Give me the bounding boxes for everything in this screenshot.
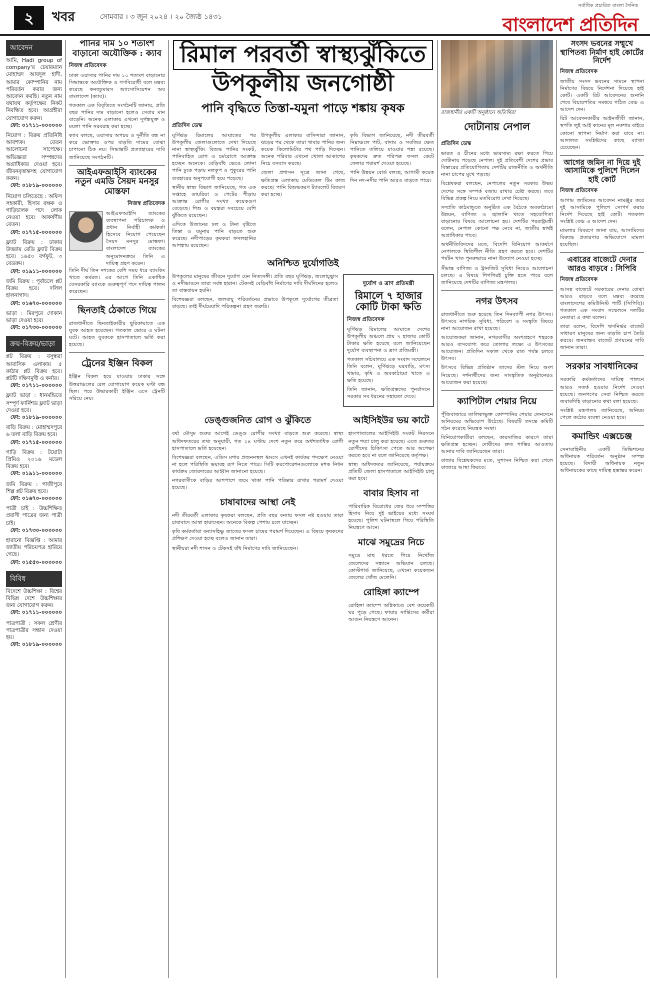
lead-sub-body: উপকূলের মানুষের জীবনে দুর্যোগ যেন নিত্যসঙ্গী। প্রতি বছর ঘূর্ণিঝড়, জলোচ্ছ্বাস ও নদীভাঙনে তারা সর্বস্ব হারান। টেকসই বেড়িবাঁধ নির্মাণের দাবি দীর্ঘদিনের হলেও তা বাস্তবায়ন হয়নি। বিশেষজ্ঞরা বলছেন, জলবায়ু পরিবর্তনের প্রভাবে উপকূলে দুর্যোগের তীব্রতা বাড়ছে। তাই দীর্ঘমেয়াদি পরিকল্পনা গ্রহণ জরুরি। — [172, 273, 338, 310]
classified-item: বাড়ি বিক্রয় : মোহাম্মদপুরে ৬ তলা বাড়ি বিক্রয় হবে। ফো: ০১৭১৫-০০০০০০ — [6, 425, 62, 446]
lower-block — [172, 410, 434, 624]
divider — [69, 299, 165, 300]
classified-item: জমি বিক্রয় : পূর্বাচলে প্লট বিক্রয় হবে। দলিল হালনাগাদ। ফো: ০১৬৭০-০০০০০০ — [6, 278, 62, 307]
lead-headline-line2: উপকূলীয় জনগোষ্ঠী — [212, 70, 394, 97]
event-photo — [441, 40, 553, 108]
budget-byline: নিজস্ব প্রতিবেদক — [560, 276, 598, 283]
capital-body: পুঁজিবাজারে তালিকাভুক্ত কোম্পানির শেয়ার লেনদেনে অনিয়মের অভিযোগ উঠেছে। বিষয়টি তদন্তে কমিটি গঠন করেছে নিয়ন্ত্রক সংস্থা। বিনিয়োগকারীরা বলছেন, কারসাজির কারণে তারা ক্ষতিগ্রস্ত হচ্ছেন। দোষীদের দ্রুত শাস্তির আওতায় আনার দাবি জানিয়েছেন তারা। বাজার বিশ্লেষকদের মতে, সুশাসন নিশ্চিত করা গেলে বাজারে আস্থা ফিরবে। — [441, 411, 553, 472]
classified-item: নিয়োগ : বিক্রয় প্রতিনিধি আবশ্যক। বেতন আলোচনা সাপেক্ষে। অভিজ্ঞতা সম্পন্নদের অগ্রাধিকার দেওয়া হবে। জীবনবৃত্তান্তসহ যোগাযোগ করুন। ফো: ০১৮১৯-০০০০০০ — [6, 133, 62, 190]
cab-byline: নিজস্ব প্রতিবেদক — [69, 62, 107, 69]
classified-item: আমি, Hadi group of company'র চেয়ারম্যান মোহাম্মদ আবদুল হাদী, আমার কোম্পানির নাম পরিবর্তন করার জন্য আবেদন করছি। নতুন নাম যথাযথ কর্তৃপক্ষের নিকট নিবন্ধিত হবে। আগ্রহীরা যোগাযোগ করুন। ফো: ০১৭১১-০০০০০০ — [6, 58, 62, 129]
ific-headline: আইএফআইসি ব্যাংকের নতুন এমডি সৈয়দ মনসুর মোস্তফা — [75, 167, 159, 198]
disaster-byline: নিজস্ব প্রতিবেদক — [347, 316, 385, 323]
lead-sub-columns — [172, 274, 434, 408]
classified-head-3: বিবিধ — [6, 571, 62, 587]
disaster-headline: রিমালে ৭ হাজার কোটি টাকা ক্ষতি — [354, 290, 423, 313]
brand-tagline: সর্বাধিক প্রচারিত বাংলা দৈনিক — [578, 3, 638, 9]
divider — [441, 290, 553, 291]
classified-head-1: আবেদন — [6, 40, 62, 56]
classified-item: জমি বিক্রয় : গাজীপুরে শিল্প প্লট বিক্রয় হবে। ফো: ০১৬৭০-০০০০০০ — [6, 481, 62, 502]
portrait-photo — [69, 211, 103, 251]
classified-item: গাড়ি বিক্রয় : টয়োটা প্রিমিও ২০১৬ মডেল বিক্রয় হবে। ফো: ০১৯১১-০০০০০০ — [6, 449, 62, 478]
page-number: ২ — [14, 6, 44, 30]
lead-columns — [172, 133, 434, 253]
brand-name: বাংলাদেশ প্রতিদিন — [502, 14, 638, 36]
disaster-kicker: দুর্যোগ ও ত্রাণ প্রতিমন্ত্রী — [362, 280, 415, 287]
cab-headline: পানির দাম ১০ শতাংশ বাড়ানো অযৌক্তিক : ক্যাব — [72, 40, 162, 59]
city-headline: নগর উৎসব — [475, 296, 519, 307]
ific-story — [69, 211, 165, 268]
sea-body: সমুদ্রে মাছ ধরতে গিয়ে নিখোঁজ জেলেদের সন্ধানে অভিযান চলছে। কোস্টগার্ড জানিয়েছে, এখনো কয়েকজন জেলের খোঁজ মেলেনি। — [348, 553, 434, 581]
crops-headline: চাষাবাদের আস্থা নেই — [220, 498, 296, 509]
classified-item: নিয়োগ চলিতেছে : অফিস সহকারী, হিসাব রক্ষক ও গাড়িচালক পদে লোক নেওয়া হবে। আকর্ষণীয় বেতন। ফো: ০১৭১৫-০০০০০০ — [6, 193, 62, 236]
divider — [441, 390, 553, 391]
command-headline: কমান্ডিং এক্সচেঞ্জ — [571, 432, 633, 442]
train-headline: ট্রেনের ইঞ্জিন বিকল — [81, 359, 153, 370]
classified-item: পাত্রী চাই : উচ্চশিক্ষিত প্রবাসী পাত্রের জন্য পাত্রী চাই। ফো: ০১৭৩০-০০০০০০ — [6, 506, 62, 534]
lead-headline — [172, 40, 434, 98]
column-rule — [556, 40, 557, 978]
divider — [69, 352, 165, 353]
parliament-byline: নিজস্ব প্রতিবেদক — [560, 68, 598, 75]
lead-deck: পানি বৃদ্ধিতে তিস্তা-যমুনা পাড়ে শঙ্কায় কৃষক — [201, 101, 405, 115]
govt-body: সরকারি কর্মকর্তাদের দায়িত্ব পালনে আরও সতর্ক হওয়ার নির্দেশ দেওয়া হয়েছে। জনগণের সেবা নিশ্চিত করতে জবাবদিহি বাড়ানোর কথা বলা হয়েছে। সংশ্লিষ্ট মন্ত্রণালয় জানিয়েছে, অনিয়ম পেলে কঠোর ব্যবস্থা নেওয়া হবে। — [560, 377, 644, 421]
command-body: সেনাবাহিনীর একটি ডিভিশনের অধিনায়ক পরিবর্তন অনুষ্ঠান সম্পন্ন হয়েছে। বিদায়ী অধিনায়ক নতুন অধিনায়কের কাছে দায়িত্ব হস্তান্তর করেন। — [560, 447, 644, 475]
dateline: সোমবার । ৩ জুন ২০২৪ । ২০ জ্যৈষ্ঠ ১৪৩১ — [100, 13, 223, 21]
icu-body: হাসপাতালের আইসিইউ সংকট নিরসনে নতুন শয্যা চালু করা হয়েছে। এতে গুরুতর রোগীদের চিকিৎসা পেতে আর অপেক্ষা করতে হবে না বলে জানিয়েছে কর্তৃপক্ষ। স্বাস্থ্য অধিদফতর জানিয়েছে, পর্যায়ক্রমে প্রতিটি জেলা হাসপাতালে আইসিইউ চালু করা হবে। — [348, 431, 434, 482]
bail-byline: নিজস্ব প্রতিবেদক — [560, 187, 598, 194]
right-block — [441, 40, 553, 978]
snatching-headline: ছিনতাই ঠেকাতে গিয়ে — [77, 306, 157, 317]
section-name: খবর — [52, 10, 75, 25]
rohingya-body: রোহিঙ্গা ক্যাম্পে অগ্নিকাণ্ডে বেশ কয়েকটি ঘর পুড়ে গেছে। ফায়ার সার্ভিসের কর্মীরা আগুন নিয়ন্ত্রণে আনেন। — [348, 602, 434, 624]
govt-headline: সরকার সাবধানিকের — [566, 362, 638, 373]
budget-headline: এবারের বাজেটে দেনার আরও বাড়বে : সিপিবি — [567, 255, 637, 273]
father-body: পারিবারিক বিরোধের জের ধরে সম্পত্তির হিসাব নিয়ে দুই ভাইয়ের মধ্যে সংঘর্ষ হয়েছে। পুলিশ ঘটনাস্থলে গিয়ে পরিস্থিতি নিয়ন্ত্রণে আনে। — [348, 504, 434, 532]
far-right-column — [560, 40, 644, 978]
classified-item: ফ্ল্যাট ভাড়া : ধানমন্ডিতে সম্পূর্ণ ফার্নিশড ফ্ল্যাট ভাড়া দেওয়া হবে। ফো: ০১৮১৯-০০০০০০ — [6, 393, 62, 421]
classified-item: হারানো বিজ্ঞপ্তি : আমার জাতীয় পরিচয়পত্র হারিয়ে গেছে। ফো: ০১৫৫০-০০০০০০ — [6, 537, 62, 566]
classified-item: ফ্ল্যাট বিক্রয় : ঢাকার উত্তরায় রেডি ফ্ল্যাট বিক্রয় হবে। ১৬৫০ বর্গফুট, ৩ বেডরুম। ফো: ০১৯১১-০০০০০০ — [6, 239, 62, 275]
lower-left — [172, 410, 343, 624]
bail-headline: আগের জমিন না দিয়ে দুই আসামিকে পুলিশে দিলেন হাই কোর্ট — [563, 157, 641, 185]
nepal-byline: প্রতিদিন ডেস্ক — [441, 141, 472, 148]
classified-head-2: ক্রয়-বিক্রয়/ভাড়া — [6, 336, 62, 352]
lead-headline-line1: রিমাল পরবর্তী স্বাস্থ্যঝুঁকিতে — [173, 40, 433, 70]
capital-headline: ক্যাপিটাল শেয়ার নিয়ে — [457, 396, 537, 407]
sea-headline: মাঝে সমুদ্রের নিচে — [358, 538, 425, 549]
ific-body-a: আইএফআইসি ব্যাংকের ব্যবস্থাপনা পরিচালক ও প্রধান নির্বাহী কর্মকর্তা হিসেবে নিয়োগ পেয়েছেন সৈয়দ মনসুর মোস্তফা। বাংলাদেশ ব্যাংকের অনুমোদনক্রমে তিনি এ দায়িত্ব গ্রহণ করেন। — [106, 210, 165, 267]
photo-caption: রাজধানীর একটি অনুষ্ঠানে অতিথিরা — [441, 110, 516, 116]
classified-item: প্লট বিক্রয় : বসুন্ধরা আবাসিক এলাকায় ৫ কাঠার প্লট বিক্রয় হবে। প্লটটি দক্ষিণমুখী ও কর্নার। ফো: ০১৭১১-০০০০০০ — [6, 354, 62, 390]
lead-byline: প্রতিদিন ডেস্ক — [172, 123, 203, 129]
divider — [560, 252, 644, 253]
divider — [560, 355, 644, 356]
lead-col-a: ঘূর্ণিঝড় রিমালের আঘাতের পর উপকূলীয় জেলাগুলোতে দেখা দিয়েছে নানা স্বাস্থ্যঝুঁকি। বিশুদ্ধ পানির সংকট, পানিবাহিত রোগ ও চর্মরোগে আক্রান্ত হচ্ছেন অনেকে। বেড়িবাঁধ ভেঙে লোনা পানি ঢুকে পড়ায় নলকূপ ও পুকুরের পানি ব্যবহারের অনুপযোগী হয়ে পড়েছে। স্থানীয় স্বাস্থ্য বিভাগ জানিয়েছে, গত এক সপ্তাহে ডায়রিয়া ও পেটের পীড়ায় আক্রান্ত রোগীর সংখ্যা কয়েকগুণ বেড়েছে। শিশু ও বয়স্করা সবচেয়ে বেশি ঝুঁকিতে রয়েছেন। এদিকে উজানের ঢল ও টানা বৃষ্টিতে তিস্তা ও যমুনার পানি বাড়তে শুরু করেছে। নদীপাড়ের কৃষকরা ফসলহানির আশঙ্কায় রয়েছেন। — [172, 133, 256, 250]
lead-col-b: উপকূলীয় এলাকার বাসিন্দারা জানান, ঝড়ের পর থেকে তারা খাবার পানির জন্য কয়েক কিলোমিটার পথ পাড়ি দিচ্ছেন। অনেক পরিবার এখনো খোলা আকাশের নিচে বসবাস করছে। জেলা প্রশাসন সূত্রে জানা গেছে, ক্ষতিগ্রস্ত এলাকায় মেডিকেল টিম কাজ করছে। পানি বিশুদ্ধকরণ ট্যাবলেট বিতরণ করা হচ্ছে। — [261, 133, 345, 198]
divider — [560, 425, 644, 426]
lead-story — [172, 40, 434, 978]
dengue-body: বর্ষা মৌসুম শুরুর আগেই ডেঙ্গু রোগীর সংখ্যা বাড়তে শুরু করেছে। স্বাস্থ্য অধিদফতরের তথ্য অনুযায়ী, গত ২৪ ঘণ্টায় দেশে নতুন করে অর্ধশতাধিক রোগী হাসপাতালে ভর্তি হয়েছেন। বিশেষজ্ঞরা বলছেন, এডিস মশার প্রজননস্থল ধ্বংসে এখনই কার্যকর পদক্ষেপ নেওয়া না হলে পরিস্থিতি ভয়াবহ রূপ নিতে পারে। সিটি করপোরেশনগুলোকে মশক নিধন কার্যক্রম জোরদারের আহ্বান জানানো হয়েছে। নগরবাসীকে বাড়ির আশপাশে জমে থাকা পানি পরিষ্কার রাখার পরামর্শ দেওয়া হয়েছে। — [172, 431, 344, 492]
classified-item: ভাড়া : মিরপুরে দোকান ভাড়া দেওয়া হবে। ফো: ০১৭৩০-০০০০০০ — [6, 310, 62, 332]
disaster-box — [343, 274, 434, 408]
ific-body-b: তিনি দীর্ঘ তিন দশকের বেশি সময় ধরে ব্যাংকিং খাতে কর্মরত। এর আগে তিনি একাধিক বেসরকারি ব্যাংকে গুরুত্বপূর্ণ পদে দায়িত্ব পালন করেছেন। — [69, 267, 165, 295]
classified-list-2 — [6, 354, 62, 566]
column-2 — [69, 40, 165, 978]
father-headline: বাবার হিসাব না — [363, 489, 419, 500]
classified-item: পাত্রপাত্রী : সকল শ্রেণীর পাত্রপাত্রীর সন্ধান দেওয়া হয়। ফো: ০১৮১৯-০০০০০০ — [6, 620, 62, 649]
city-body: রাজধানীতে শুরু হয়েছে তিন দিনব্যাপী নগর উৎসব। উৎসবে নাগরিক সুবিধা, পরিবেশ ও সংস্কৃতি বিষয়ে নানা আয়োজন রাখা হয়েছে। আয়োজকরা জানান, নগরবাসীর অংশগ্রহণে শহরকে আরও বাসযোগ্য করে তোলার লক্ষ্যে এ উৎসবের আয়োজন। প্রতিদিন সকাল থেকে রাত পর্যন্ত চলবে উৎসব। উৎসবে বিভিন্ন প্রতিষ্ঠান তাদের স্টল নিয়ে অংশ নিয়েছে। দর্শনার্থীদের জন্য সাংস্কৃতিক অনুষ্ঠানেরও আয়োজন করা হয়েছে। — [441, 311, 553, 386]
dengue-headline: ডেঙ্গুজনিত রোগ ও ঝুঁকিতে — [204, 416, 312, 427]
cab-body: ঢাকা ওয়াসার পানির দাম ১০ শতাংশ বাড়ানোর সিদ্ধান্তকে অযৌক্তিক ও গণবিরোধী বলে মন্তব্য করেছে কনজ্যুমারস অ্যাসোসিয়েশন অব বাংলাদেশ (ক্যাব)। গতকাল এক বিবৃতিতে সংগঠনটি জানায়, প্রতি বছর পানির দাম বাড়ানো হলেও সেবার মান বাড়েনি। অনেক এলাকায় এখনো দুর্গন্ধযুক্ত ও ময়লা পানি সরবরাহ করা হচ্ছে। ক্যাব বলছে, ওয়াসার অপচয় ও দুর্নীতি বন্ধ না করে ভোক্তার ওপর বাড়তি দামের বোঝা চাপানো ঠিক নয়। সিদ্ধান্তটি প্রত্যাহারের দাবি জানিয়েছে সংগঠনটি। — [69, 72, 165, 161]
nepal-body: ভারত ও চীনের মধ্যে ভারসাম্য রক্ষা করতে গিয়ে দোটানায় পড়েছে নেপাল। দুই প্রতিবেশী দেশের প্রভাব বিস্তারের প্রতিযোগিতায় দেশটির রাজনীতি ও অর্থনীতি নানা চাপের মুখে পড়ছে। বিশ্লেষকরা বলছেন, নেপালের নতুন সরকার উভয় দেশের সঙ্গে সম্পর্ক বজায় রাখার চেষ্টা করছে। তবে বিভিন্ন প্রকল্প নিয়ে মতবিরোধ দেখা দিয়েছে। সম্প্রতি কাঠমান্ডুতে অনুষ্ঠিত এক বৈঠকে অবকাঠামো উন্নয়ন, বাণিজ্য ও জ্বালানি খাতে সহযোগিতা বাড়ানোর বিষয়ে আলোচনা হয়। দেশটির পররাষ্ট্রমন্ত্রী বলেন, নেপাল কোনো পক্ষ নেবে না, জাতীয় স্বার্থই অগ্রাধিকার পাবে। অর্থনীতিবিদদের মতে, বিদেশি বিনিয়োগ আকর্ষণে নেপালকে স্থিতিশীল নীতি গ্রহণ করতে হবে। দেশটির পর্যটন খাত পুনরুদ্ধারে নানা উদ্যোগ নেওয়া হচ্ছে। সীমান্ত বাণিজ্য ও ট্রানজিট সুবিধা নিয়েও আলোচনা চলছে। এ বিষয়ে শিগগিরই চুক্তি হতে পারে বলে জানিয়েছে দেশটির বাণিজ্য মন্ত্রণালয়। — [441, 151, 553, 286]
lower-right — [348, 410, 434, 624]
lead-subhead: অনিশ্চিত দুর্যোগতিই — [267, 258, 339, 269]
divider — [560, 155, 644, 156]
classified-list-3 — [6, 589, 62, 650]
column-rule — [65, 40, 66, 978]
budget-body: আসন্ন বাজেটে সরকারের দেনার বোঝা আরও বাড়বে বলে মন্তব্য করেছে বাংলাদেশের কমিউনিস্ট পার্টি (সিপিবি)। গতকাল এক সংবাদ সম্মেলনে দলটির নেতারা এ কথা বলেন। তারা বলেন, বিদেশি ঋণনির্ভর বাজেট সাধারণ মানুষের জন্য বাড়তি চাপ তৈরি করবে। জনবান্ধব বাজেট প্রণয়নের দাবি জানান তারা। — [560, 286, 644, 352]
parliament-body: জাতীয় সংসদ ভবনের সামনে স্থাপনা নির্মাণের বিষয়ে নির্দেশনা দিয়েছে হাই কোর্ট। একটি রিট আবেদনের শুনানি শেষে বিচারপতির সমন্বয়ে গঠিত বেঞ্চ এ আদেশ দেন। রিট আবেদনকারীর আইনজীবী জানান, স্থপতি লুই আই কানের মূল নকশার বাইরে কোনো স্থাপনা নির্মাণ করা যাবে না। আদালত সংশ্লিষ্টদের কাছে ব্যাখ্যা চেয়েছেন। — [560, 78, 644, 151]
ific-byline: নিজস্ব প্রতিবেদক — [127, 200, 165, 207]
column-rule — [437, 40, 438, 978]
parliament-headline: সংসদ ভবনের সম্মুখে স্থাপিতব্য নির্মাণ হাই কোর্টের নির্দেশ — [560, 40, 644, 66]
bail-body: আগাম জামিনের আবেদন নামঞ্জুর করে দুই আসামিকে পুলিশে সোপর্দ করার নির্দেশ দিয়েছে হাই কোর্ট। গতকাল সংশ্লিষ্ট বেঞ্চ এ আদেশ দেন। মামলার বিবরণে জানা যায়, আসামিদের বিরুদ্ধে প্রতারণার অভিযোগে মামলা হয়েছিল। — [560, 197, 644, 249]
nepal-headline: দোটানায় নেপাল — [464, 122, 530, 134]
train-body: ইঞ্জিন বিকল হয়ে যাওয়ায় ঢাকার সঙ্গে উত্তরাঞ্চলের রেল যোগাযোগ কয়েক ঘণ্টা বন্ধ ছিল। পরে উদ্ধারকারী ইঞ্জিন এসে ট্রেনটি সরিয়ে নেয়। — [69, 374, 165, 402]
divider — [69, 165, 165, 166]
classified-item: বিদেশে উচ্চশিক্ষা : বিশ্বের বিভিন্ন দেশে উচ্চশিক্ষার জন্য যোগাযোগ করুন। ফো: ০১৭১১-০০০০০০ — [6, 588, 62, 617]
rohingya-headline: রোহিঙ্গা ক্যাম্পে — [363, 587, 420, 598]
crops-body: নদী তীরবর্তী এলাকার কৃষকরা বলছেন, প্রতি বছর বন্যায় ফসল নষ্ট হওয়ায় তারা চাষাবাদে আস্থা হারাচ্ছেন। অনেকে বিকল্প পেশায় চলে যাচ্ছেন। কৃষি কর্মকর্তারা বন্যাসহিষ্ণু জাতের ফসল চাষের পরামর্শ দিয়েছেন। এ বিষয়ে কৃষকদের প্রশিক্ষণ দেওয়া হচ্ছে বলেও জানান তারা। স্থানীয়রা নদী শাসন ও টেকসই বাঁধ নির্মাণের দাবি জানিয়েছেন। — [172, 513, 344, 552]
disaster-body: ঘূর্ণিঝড় রিমালের আঘাতে দেশের উপকূলীয় অঞ্চলে প্রায় ৭ হাজার কোটি টাকার ক্ষতি হয়েছে বলে জানিয়েছেন দুর্যোগ ব্যবস্থাপনা ও ত্রাণ প্রতিমন্ত্রী। গতকাল সচিবালয়ে এক সংবাদ সম্মেলনে তিনি বলেন, ঘূর্ণিঝড়ে ঘরবাড়ি, মৎস্য খামার, কৃষি ও অবকাঠামো খাতে এ ক্ষতি হয়েছে। তিনি জানান, ক্ষতিগ্রস্তদের পুনর্বাসনে সরকার সব ধরনের সহায়তা দেবে। — [347, 326, 430, 401]
brand-logo — [502, 3, 638, 43]
masthead — [0, 0, 650, 36]
icu-headline: আইসিইউর ভয় কাটে — [353, 416, 430, 427]
column-rule — [168, 40, 169, 978]
lead-col-c: কৃষি বিভাগ জানিয়েছে, নদী তীরবর্তী নিম্নাঞ্চলে পাট, বাদাম ও সবজির ক্ষেত পানিতে তলিয়ে যাওয়ার শঙ্কা রয়েছে। কৃষকদের দ্রুত পরিপক্ব ফসল কেটে ফেলার পরামর্শ দেওয়া হয়েছে। পানি উন্নয়ন বোর্ড বলছে, আগামী কয়েক দিন নদ-নদীর পানি আরও বাড়তে পারে। — [350, 133, 434, 184]
snatching-body: রাজধানীতে ছিনতাইকারীর ছুরিকাঘাতে এক যুবক আহত হয়েছেন। গতকাল ভোরে এ ঘটনা ঘটে। আহত যুবককে হাসপাতালে ভর্তি করা হয়েছে। — [69, 321, 165, 349]
classified-column — [6, 40, 62, 978]
classified-list-1 — [6, 58, 62, 332]
